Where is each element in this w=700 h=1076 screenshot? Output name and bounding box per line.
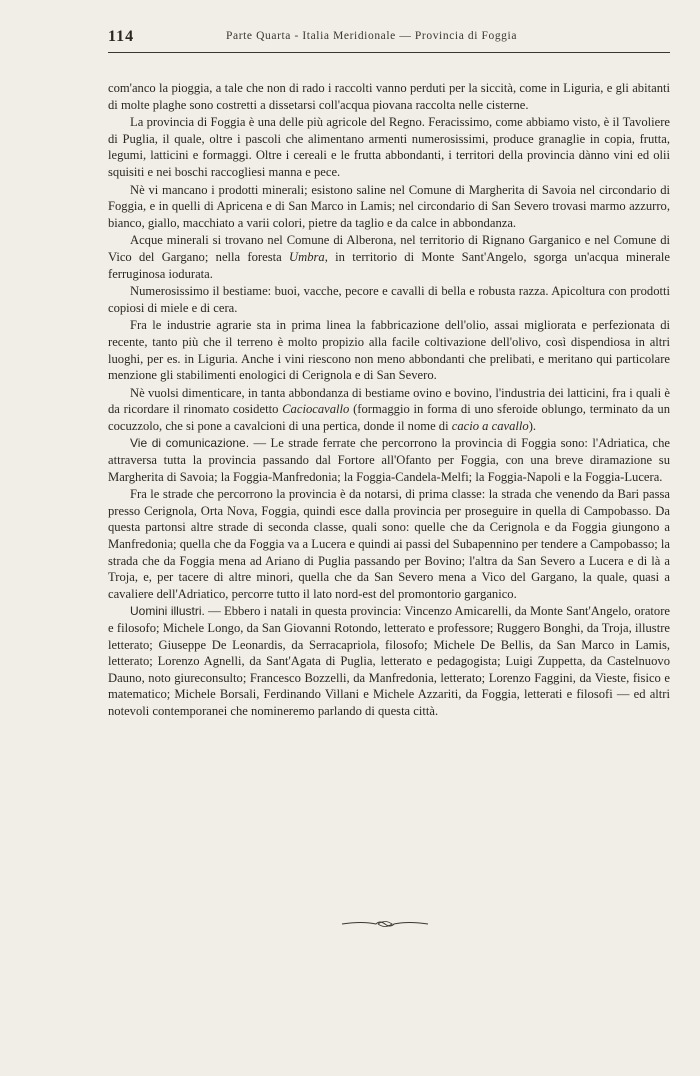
paragraph-text: (formaggio in forma di uno sferoide oblungo, terminato da un cocuzzolo, che si pone a cavalcioni di una pertica, donde il nome di xyxy=(108,402,671,433)
running-title: Parte Quarta - Italia Meridionale — Provincia di Foggia xyxy=(226,30,518,42)
paragraph-text: La provincia di Foggia è una delle più agricole del Regno. Feracissimo, come abbiamo visto, è il Tavoliere di Puglia, il quale, oltre i pascoli che alimentano armenti numerosissimi, produce granaglie in copia, frutta, legumi, latticini e formaggi. Oltre i cereali e le frutta abbondanti, i territori della provincia dànno vini ed olii squisiti e nei boschi raccogliesi manna e pece. xyxy=(108,115,670,179)
italic-term: cacio a cavallo xyxy=(451,418,529,433)
paragraph-text: — Ebbero i natali in questa provincia: Vincenzo Amicarelli, da Monte Sant'Angelo, oratore e filosofo; Michele Longo, da San Giovanni Rotondo, letterato e professore; Ruggero Bonghi, da Troja, illustre letterato; Giuseppe De Leonardis, da Serracapriola, filosofo; Michele De Bellis, da San Marco in Lamis, letterato; Lorenzo Agnelli, da Sant'Agata di Puglia, letterato e pedagogista; Luigi Zuppetta, da Castelnuovo Dauno, noto giureconsulto; Francesco Bozzelli, da Manfredonia, letterato; Lorenzo Faggini, da Vieste, fisico e matematico; Michele Borsali, Ferdinando Villani e Michele Azzariti, da Foggia, letterati e filosofi — ed altri notevoli contemporanei che nomineremo parlando di questa città. xyxy=(108,604,670,718)
paragraph xyxy=(108,317,670,383)
page-number: 114 xyxy=(108,28,135,45)
paragraph-text: — Le strade ferrate che percorrono la provincia di Foggia sono: l'Adriatica, che attraversa tutta la provincia passando dal Fortore all'Ofanto per Foggia, con una breve diramazione su Margherita di Savoia; la Foggia-Manfredonia; la Foggia-Candela-Melfi; la Foggia-Napoli e la Foggia-Lucera. xyxy=(108,436,670,484)
paragraph-text: , in territorio di Monte Sant'Angelo, sgorga un'acqua minerale ferruginosa iodurata. xyxy=(108,249,670,281)
section-title: Uomini illustri. xyxy=(130,604,205,619)
italic-term: Caciocavallo xyxy=(282,402,350,417)
paragraph xyxy=(108,80,670,113)
paragraph-text: Fra le industrie agrarie sta in prima linea la fabbricazione dell'olio, assai migliorata e perfezionata di recente, tanto più che il terreno è molto propizio alla facile coltivazione dell'olivo, così dispendiosa in altri luoghi, per es. in Liguria. Anche i vini riescono non meno abbondanti che prelibati, e meritano qui particolare menzione gli stabilimenti enologici di Cerignola e di San Severo. xyxy=(108,318,670,383)
ornament-divider xyxy=(340,918,430,930)
section-paragraph xyxy=(108,603,670,719)
paragraph xyxy=(108,114,670,180)
paragraph-text: Nè vi mancano i prodotti minerali; esistono saline nel Comune di Margherita di Savoia nel circondario di Foggia, e in quelli di Apricena e di San Marco in Lamis; nel circondario di San Severo trovasi marmo azzurro, bianco, giallo, macchiato a varii colori, pietre da taglio e da calce in abbondanza. xyxy=(108,182,670,230)
paragraph-text: Numerosissimo il bestiame: buoi, vacche, pecore e cavalli di bella e robusta razza. Apicoltura con prodotti copiosi di miele e di cera. xyxy=(108,284,670,315)
paragraph-text: Nè vuolsi dimenticare, in tanta abbondanza di bestiame ovino e bovino, l'industria dei latticini, fra i quali è da ricordare il rinomato cosidetto xyxy=(108,385,670,417)
paragraph-text: Fra le strade che percorrono la provincia è da notarsi, di prima classe: la strada che venendo da Bari passa presso Cerignola, Orta Nova, Foggia, quindi esce dalla provincia per proseguire in quella di Campobasso. Da questa partonsi altre strade di seconda classe, quali sono: quelle che da Cerignola e da Foggia giungono a Manfredonia; quella che da Foggia va a Lucera e quindi ai passi del Subapennino per tendere a Campobasso; la strada che da Foggia mena ad Ariano di Puglia passando per Bovino; l'altra da San Severo a Lucera e di là a Troja, e, per tacere di altre minori, quella che da San Severo mena a Vico del Gargano, la quale, quasi a cavaliere dell'Adriatico, percorre tutto il lato nord-est del promontorio garganico. xyxy=(108,487,670,601)
paragraph xyxy=(108,283,670,316)
paragraph xyxy=(108,385,670,435)
paragraph xyxy=(108,232,670,282)
paragraph-text: Acque minerali si trovano nel Comune di Alberona, nel territorio di Rignano Garganico e nel Comune di Vico del Gargano; nella foresta xyxy=(108,233,670,264)
page-header xyxy=(108,26,670,53)
paragraph xyxy=(108,182,670,232)
paragraph-text: ). xyxy=(528,418,537,433)
section-paragraph xyxy=(108,435,670,485)
paragraph-text: com'anco la pioggia, a tale che non di rado i raccolti vanno perduti per la siccità, come in Liguria, e gli abitanti di molte plaghe sono costretti a dissetarsi coll'acqua piovana raccolta nelle cisterne. xyxy=(108,81,670,112)
paragraph xyxy=(108,486,670,602)
page-body xyxy=(108,80,670,721)
section-title: Vie di comunicazione. xyxy=(130,436,250,451)
italic-term: Umbra xyxy=(289,249,325,264)
